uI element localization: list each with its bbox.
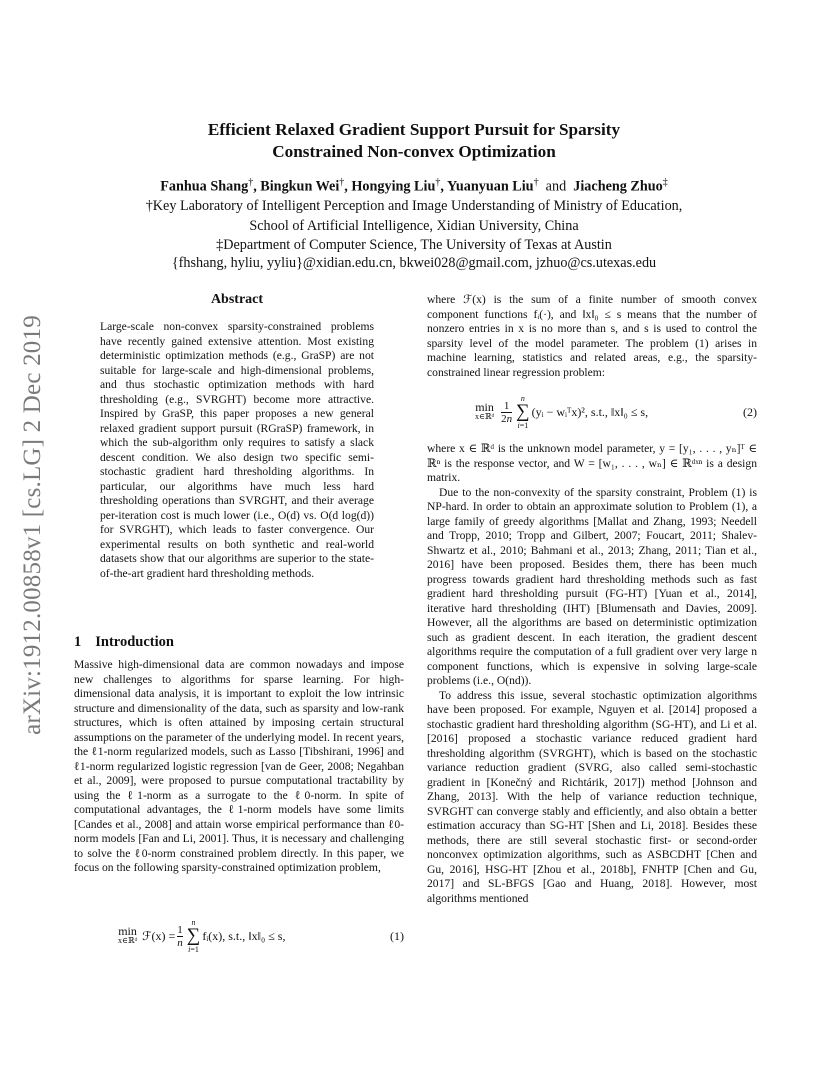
author-name: Hongying Liu: [351, 178, 436, 195]
author-separator: ,: [440, 178, 444, 195]
summation-symbol: n ∑ i=1: [186, 918, 201, 954]
min-operator: min x∈ℝᵈ: [475, 400, 495, 421]
author-mark: †: [533, 177, 539, 188]
intro-column: [74, 658, 404, 876]
section-title: Introduction: [95, 634, 174, 650]
author-separator: ,: [344, 178, 348, 195]
fraction: $\frac{1}{n}$: [177, 923, 183, 949]
equation-2: [427, 390, 757, 434]
author-list: [70, 173, 758, 197]
title-line-2: Constrained Non-convex Optimization: [272, 142, 556, 161]
summation-symbol: n ∑ i=1: [516, 394, 530, 430]
right-paragraph: where x ∈ ℝᵈ is the unknown model parameter, y = [y₁, . . . , yₙ]ᵀ ∈ ℝⁿ is the response vector, and W = [w₁, . . . , wₙ] ∈ ℝᵈˣⁿ is a design matrix.: [427, 442, 757, 484]
section-number: 1: [74, 634, 82, 650]
author-mark: ‡: [662, 177, 668, 188]
paper-title: [100, 119, 728, 163]
right-paragraph: where ℱ(x) is the sum of a finite number of smooth convex component functions fᵢ(·), and ‖x‖₀ ≤ s means that the number of nonzero entries in x is no more than s, and s is used to control the sparsity level of the model parameter. The problem (1) arises in machine learning, statistics and related areas, e.g., the sparsity-constrained linear regression problem:: [427, 293, 757, 379]
eq2-rhs: (yᵢ − wᵢᵀx)², s.t., ‖x‖₀ ≤ s,: [531, 404, 649, 419]
eq1-lhs: ℱ(x) =: [142, 928, 176, 943]
author-name: Fanhua Shang: [160, 178, 249, 195]
author-separator: ,: [253, 178, 257, 195]
arxiv-watermark: [18, 290, 48, 760]
affiliation-line: †Key Laboratory of Intelligent Perception and Image Understanding of Ministry of Education,: [145, 198, 683, 214]
section-heading: [74, 634, 174, 651]
author-mark: †: [339, 177, 345, 188]
author-mark: †: [248, 177, 254, 188]
email-line: {fhshang, hyliu, yyliu}@xidian.edu.cn, bkwei028@gmail.com, jzhuo@cs.utexas.edu: [171, 255, 657, 271]
right-paragraph: Due to the non-convexity of the sparsity constraint, Problem (1) is NP-hard. In order to obtain an approximate solution to Problem (1), a large family of greedy algorithms [Mallat and Zhang, 1993; Needell and Tropp, 2010; Tropp and Gilbert, 2007; Foucart, 2011; Shalev-Shwartz et al., 2010; Bahmani et al., 2013; Zhang, 2011; Tian et al., 2016] have been proposed. Besides them, there has been much progress towards gradient hard thresholding methods such as fast gradient hard thresholding pursuit (FG-HT) [Yuan et al., 2014], iterative hard thresholding (IHT) [Blumensath and Davies, 2009]. However, all the algorithms are based on deterministic optimization such as gradient descent. In each iteration, the gradient descent algorithms require the computation of a full gradient over very large n component functions, which is expensive in solving large-scale problems (i.e., O(nd)).: [427, 485, 757, 687]
abstract-heading: Abstract: [210, 292, 264, 307]
equation-number: (2): [743, 404, 757, 419]
author-name: Yuanyuan Liu: [446, 178, 534, 195]
author-and: and: [545, 178, 567, 195]
right-paragraph: To address this issue, several stochastic optimization algorithms have been proposed. For example, Nguyen et al. [2014] proposed a stochastic gradient hard thresholding algorithm (SG-HT), and Li et al. [2016] proposed a stochastic variance reduced gradient hard thresholding algorithm (SVRGHT), which is based on the stochastic variance reduction gradient (SVRG, also called semi-stochastic gradient in [Konečný and Richtárik, 2017]) method [Johnson and Zhang, 2013]. With the help of variance reduction technique, SVRGHT can converge stably and efficiently, and also obtain a better estimation accuracy than SG-HT [Shen and Li, 2018]. Besides these methods, there are still several stochastic first- or second-order nonconvex optimization algorithms, such as ASBCDHT [Chen and Gu, 2016], HSG-HT [Zhou et al., 2018b], FNHTP [Chen and Gu, 2017] and SL-BFGS [Gao and Huang, 2018]. However, most algorithms mentioned: [427, 688, 757, 905]
affiliation-line: School of Artificial Intelligence, Xidian University, China: [249, 218, 579, 234]
right-column: [427, 293, 757, 906]
abstract-body: [100, 320, 374, 581]
min-operator: min x∈ℝᵈ: [118, 924, 138, 945]
fraction: $\frac{1}{2n}$: [501, 399, 513, 425]
equation-number: (1): [390, 928, 404, 943]
equation-1: [118, 918, 404, 954]
intro-paragraph: Massive high-dimensional data are common nowadays and impose new challenges to algorithms for sparse learning. For high-dimensional data analysis, it is important to exploit the low intrinsic structure and dimensionality of the data, such as sparsity and low-rank structures, which is often attained by imposing certain structural assumptions on the parameter of the underlying model. In recent years, the ℓ1-norm regularized models, such as Lasso [Tibshirani, 1996] and ℓ1-norm regularized logistic regression [van de Geer, 2008; Negahban et al., 2009], were proposed to pursue computational tractability by using the ℓ1-norm as a surrogate to the ℓ0-norm. In spite of computational advantages, the ℓ1-norm models have some limits [Candes et al., 2008] and attain worse empirical performance than ℓ0-norm models [Fan and Li, 2001]. Thus, it is necessary and challenging to solve the ℓ0-norm constrained problem directly. In this paper, we focus on the following sparsity-constrained optimization problem,: [74, 658, 404, 874]
title-line-1: Efficient Relaxed Gradient Support Pursuit for Sparsity: [207, 120, 621, 139]
arxiv-watermark-text: arXiv:1912.00858v1 [cs.LG] 2 Dec 2019: [19, 315, 46, 735]
eq1-rhs: fᵢ(x), s.t., ‖x‖₀ ≤ s,: [202, 928, 286, 943]
abstract-text: Large-scale non-convex sparsity-constrained problems have recently gained extensive attention. Most existing deterministic optimization methods (e.g., GraSP) are not suitable for large-scale and high-dimensional problems, and thus stochastic optimization methods with hard thresholding (e.g., SVRGHT) become more attractive. Inspired by GraSP, this paper proposes a new general relaxed gradient support pursuit (RGraSP) framework, in which the sub-algorithm only requires to satisfy a slack descent condition. We also design two specific semi-stochastic gradient hard thresholding algorithms. In particular, our algorithms have much less hard thresholding operations than SVRGHT, and their average per-iteration cost is much lower (i.e., O(d) vs. O(d log(d)) for SVRGHT), which leads to faster convergence. Our experimental results on both synthetic and real-world datasets show that our algorithms are superior to the state-of-the-art gradient hard thresholding methods.: [100, 320, 374, 580]
author-name: Bingkun Wei: [260, 178, 340, 195]
affiliation-line: ‡Department of Computer Science, The University of Texas at Austin: [216, 237, 612, 253]
author-mark: †: [435, 177, 441, 188]
author-name: Jiacheng Zhuo: [573, 178, 663, 195]
